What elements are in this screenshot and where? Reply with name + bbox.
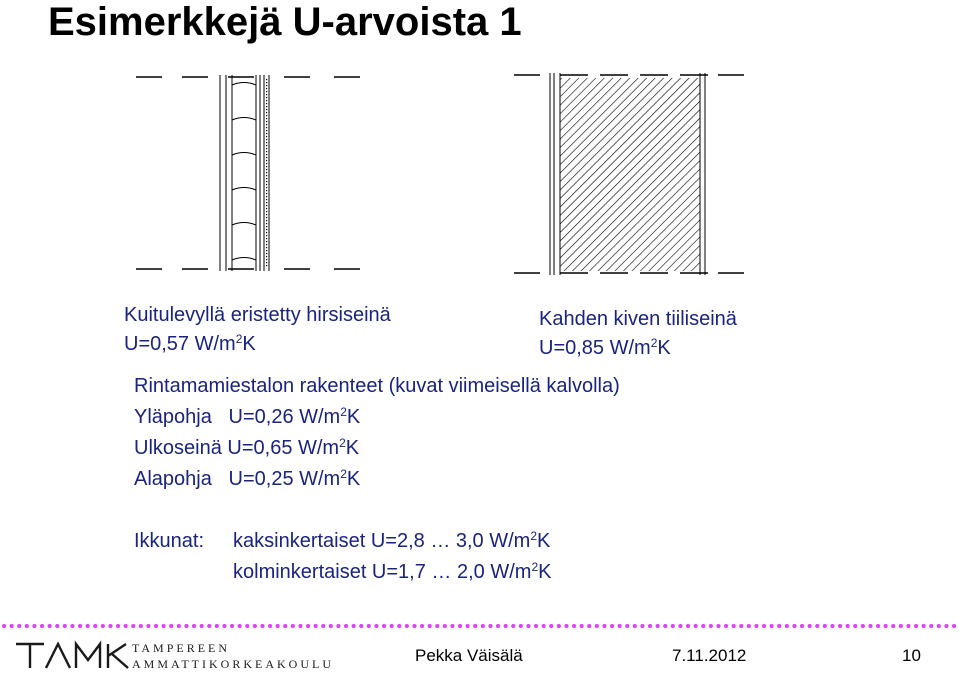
- structures-list: [134, 373, 620, 492]
- left-figure-name: Kuitulevyllä eristetty hirsiseinä: [124, 304, 391, 326]
- brick-wall-drawing: [510, 70, 750, 280]
- left-figure-caption: [124, 303, 391, 356]
- log-wall-drawing: [134, 70, 364, 275]
- windows-row: kolminkertaiset U=1,7 … 2,0 $W/m^2K$: [233, 560, 552, 583]
- slide-title: Esimerkkejä U-arvoista 1: [48, 0, 522, 44]
- left-figure-u-value: U=0,57 $W/m^2K$: [124, 332, 256, 355]
- windows-label: Ikkunat:: [134, 530, 205, 552]
- structures-heading: Rintamamiestalon rakenteet (kuvat viimeisellä kalvolla): [134, 375, 620, 397]
- windows-row: Ikkunat: kaksinkertaiset U=2,8 … 3,0 $W/m^2K$: [134, 529, 551, 552]
- tamk-logo-icon: [14, 640, 132, 672]
- structure-item: Alapohja U=0,25 $W/m^2K$: [134, 467, 361, 490]
- logo-line-1: TAMPEREEN: [132, 641, 231, 655]
- footer-date: 7.11.2012: [672, 646, 747, 665]
- footer-author: Pekka Väisälä: [415, 646, 523, 665]
- structure-item: Ulkoseinä U=0,65 $W/m^2K$: [134, 436, 360, 459]
- right-figure-u-value: U=0,85 $W/m^2K$: [539, 336, 671, 359]
- right-figure-name: Kahden kiven tiiliseinä: [539, 308, 737, 330]
- footer-dotted-divider: [0, 622, 959, 630]
- windows-section: [134, 523, 551, 585]
- footer-page-number: 10: [902, 646, 921, 665]
- structure-item: Yläpohja U=0,26 $W/m^2K$: [134, 405, 361, 428]
- right-figure-caption: [539, 307, 737, 360]
- logo-line-2: AMMATTIKORKEAKOULU: [132, 657, 334, 671]
